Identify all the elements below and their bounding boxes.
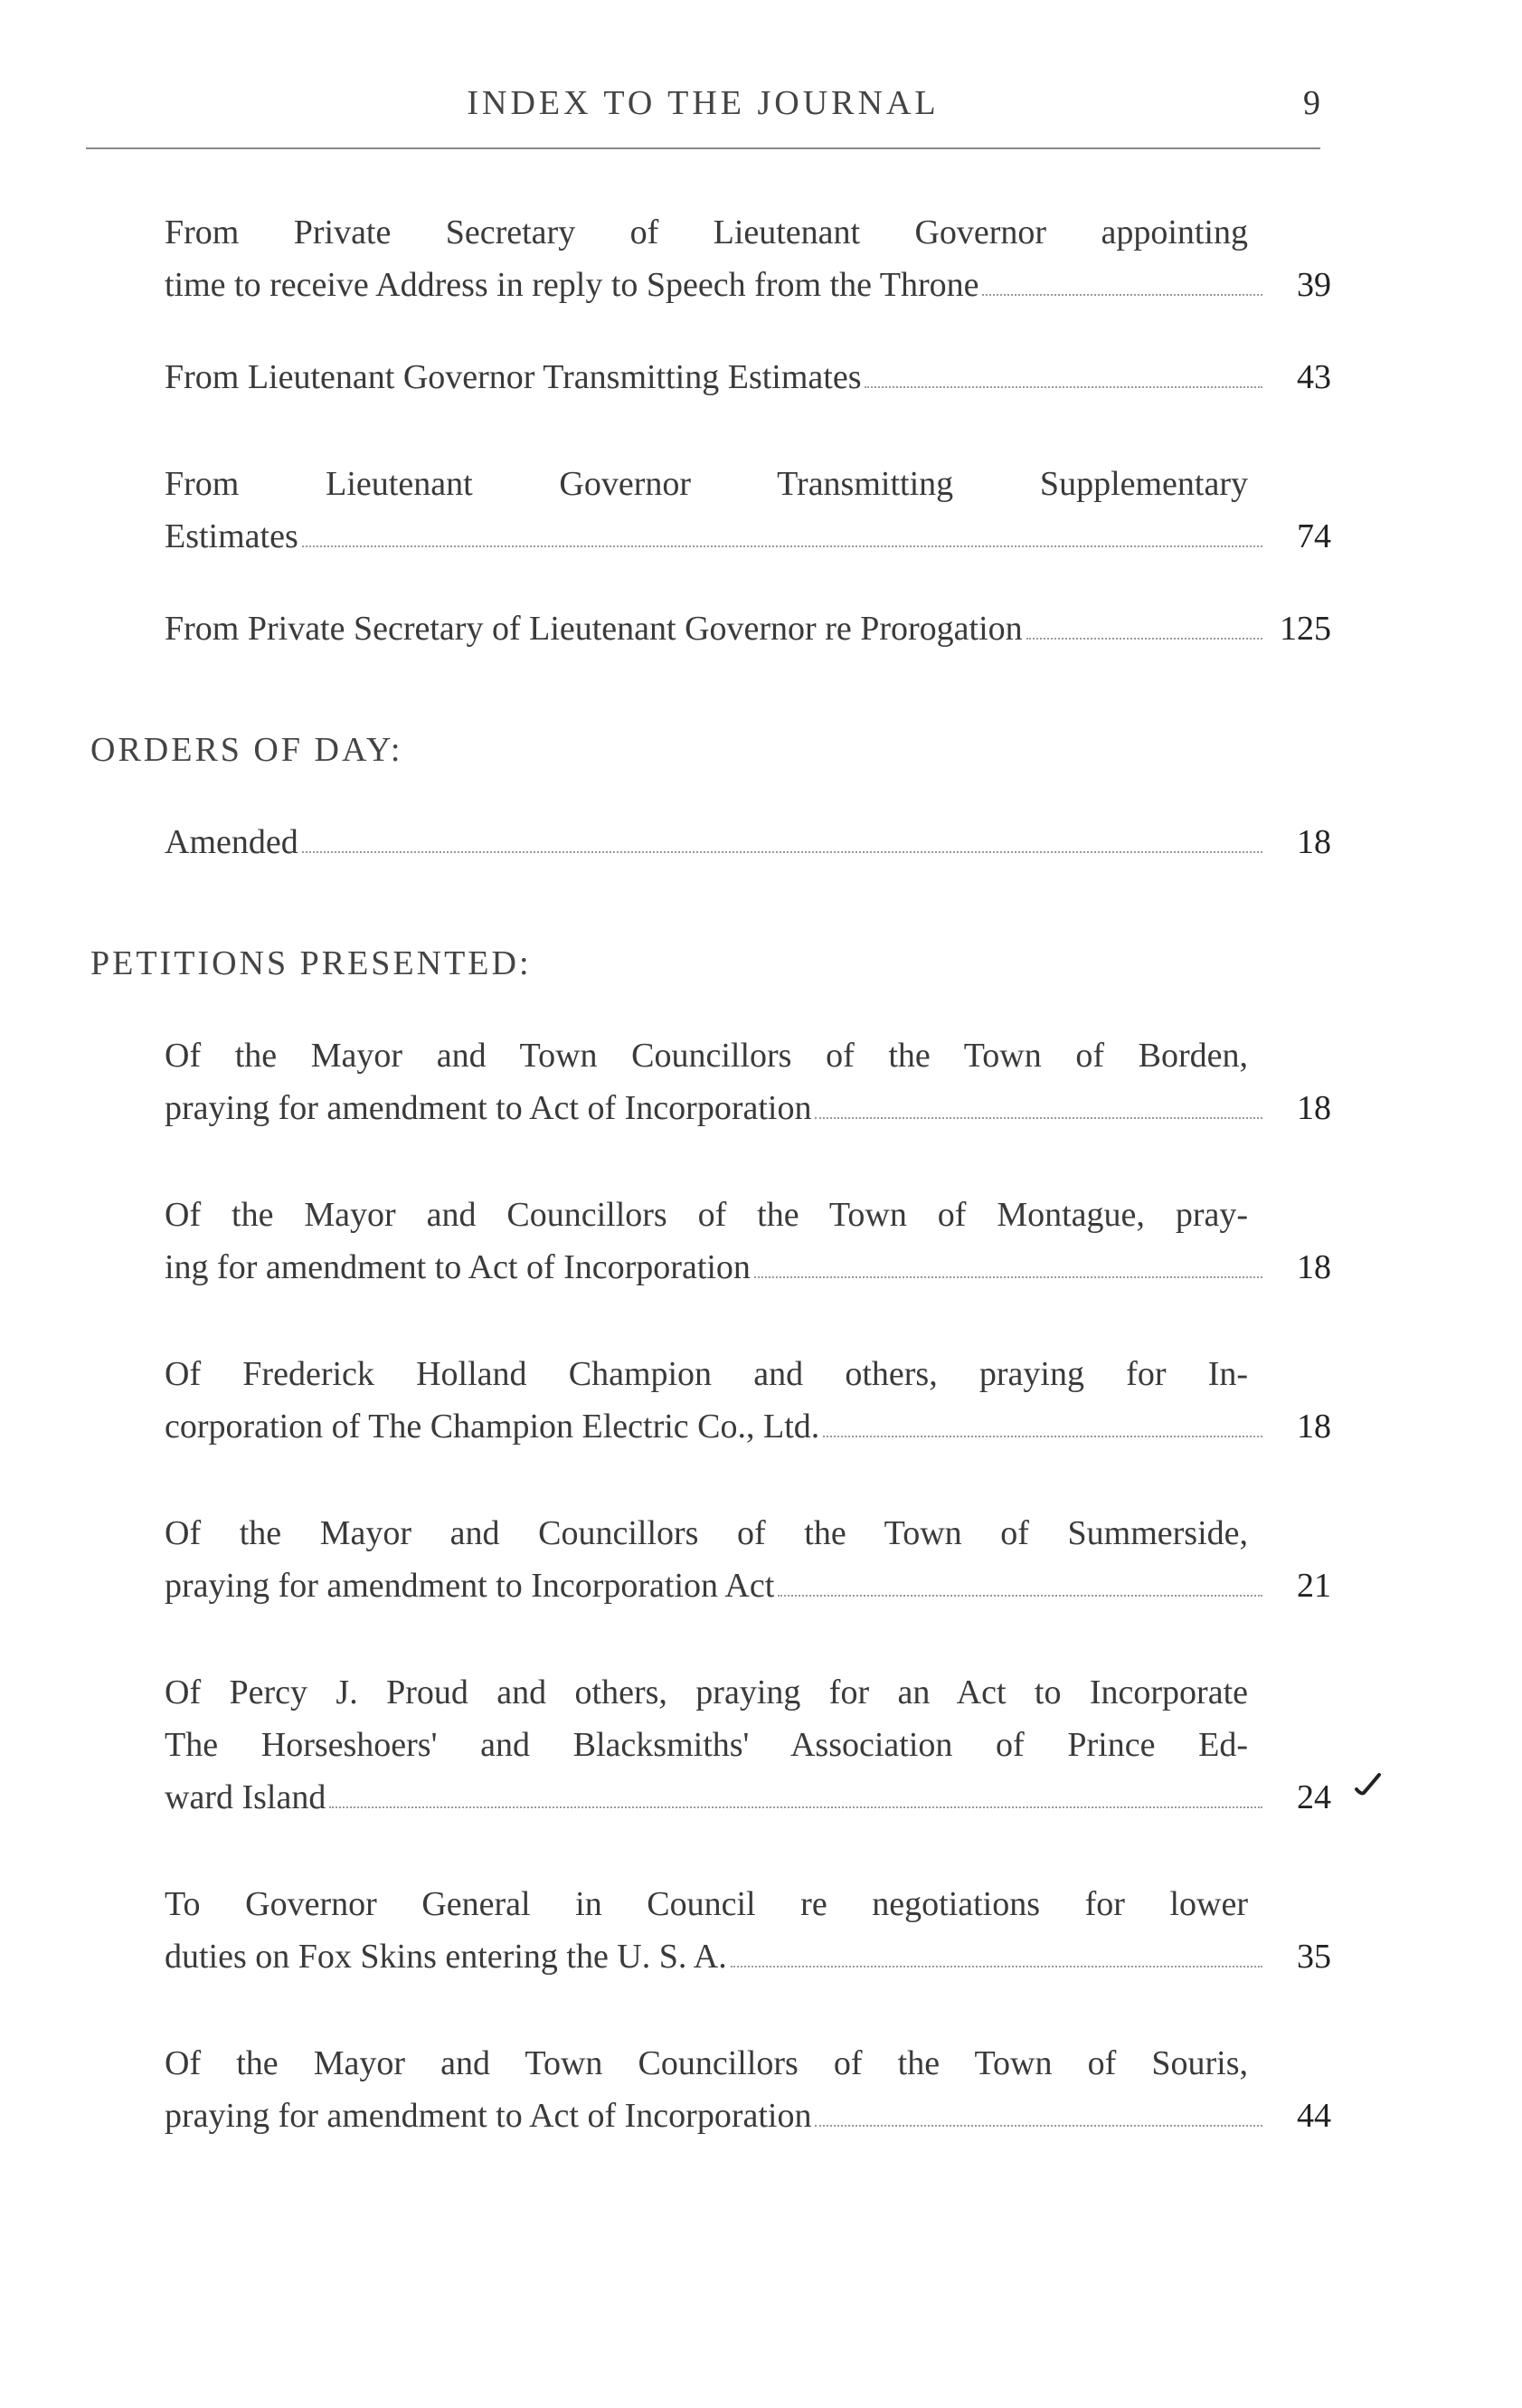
- spacer: [90, 868, 1331, 937]
- entry-text: duties on Fox Skins entering the U. S. A.: [165, 1938, 727, 1976]
- entry-page-ref: 21: [1297, 1567, 1331, 1605]
- entry-last-line: [165, 1400, 1331, 1453]
- spacer: [90, 1824, 1331, 1878]
- running-head: [86, 83, 1320, 128]
- entry-page-ref: 18: [1297, 1089, 1331, 1127]
- index-entry-petition-4: [165, 1507, 1331, 1612]
- spacer: [90, 311, 1331, 351]
- entry-page-ref: 74: [1297, 517, 1331, 555]
- page-number: 9: [1303, 84, 1320, 122]
- index-entry-petition-1: [165, 1029, 1331, 1134]
- dot-leader: [823, 1435, 1262, 1437]
- running-title: INDEX TO THE JOURNAL: [467, 84, 940, 122]
- entry-page-ref: 18: [1297, 1248, 1331, 1286]
- entry-text: corporation of The Champion Electric Co., Ltd.: [165, 1408, 820, 1446]
- index-entry-message-2: [165, 351, 1331, 403]
- index-entry-petition-3: [165, 1348, 1331, 1453]
- index-entry-petition-6: [165, 1878, 1331, 1983]
- spacer: [90, 1134, 1331, 1189]
- dot-leader: [865, 385, 1262, 388]
- spacer: [90, 655, 1331, 724]
- entry-page-ref: 44: [1297, 2097, 1331, 2135]
- entry-text: praying for amendment to Act of Incorporation: [165, 2097, 812, 2135]
- entry-text: ing for amendment to Act of Incorporation: [165, 1248, 751, 1286]
- entry-last-line: [165, 1771, 1331, 1824]
- entry-text: Amended: [165, 823, 298, 861]
- dot-leader: [329, 1806, 1262, 1808]
- section-heading-orders-of-day: ORDERS OF DAY:: [90, 731, 403, 769]
- entry-page-ref: 43: [1297, 358, 1331, 396]
- index-entry-message-3: [165, 458, 1331, 563]
- dot-leader: [778, 1594, 1262, 1597]
- dot-leader: [815, 1116, 1262, 1119]
- entry-text: time to receive Address in reply to Speech from the Throne: [165, 266, 979, 304]
- check-mark-icon: [1354, 1771, 1381, 1798]
- entry-text: From Lieutenant Governor Transmitting Estimates: [165, 358, 862, 396]
- entry-text-line: Of the Mayor and Town Councillors of the Town of Borden,: [165, 1037, 1248, 1075]
- entry-text-line: From Private Secretary of Lieutenant Governor appointing: [165, 213, 1248, 251]
- spacer: [90, 403, 1331, 458]
- index-entry-orders-1: [165, 816, 1331, 868]
- spacer: [90, 990, 1331, 1029]
- spacer: [90, 563, 1331, 602]
- entry-page-ref: 39: [1297, 266, 1331, 304]
- dot-leader: [302, 850, 1262, 853]
- spacer: [90, 1983, 1331, 2037]
- index-entry-message-1: [165, 206, 1331, 311]
- index-content: [90, 206, 1331, 2142]
- entry-text: praying for amendment to Act of Incorporation: [165, 1089, 812, 1127]
- entry-page-ref: 18: [1297, 823, 1331, 861]
- entry-page-ref: 18: [1297, 1408, 1331, 1446]
- entry-last-line: [165, 1241, 1331, 1294]
- section-heading-petitions-presented: PETITIONS PRESENTED:: [90, 944, 532, 982]
- entry-page-ref: 125: [1280, 610, 1331, 648]
- entry-last-line: [165, 602, 1331, 655]
- index-entry-petition-5: [165, 1666, 1331, 1824]
- entry-text-line: From Lieutenant Governor Transmitting Supplementary: [165, 465, 1248, 503]
- entry-text: ward Island: [165, 1778, 326, 1816]
- entry-text: Estimates: [165, 517, 298, 555]
- entry-text-line: Of the Mayor and Councillors of the Town of Montague, pray-: [165, 1196, 1248, 1234]
- entry-text-line: Of Percy J. Proud and others, praying for an Act to Incorporate: [165, 1673, 1248, 1711]
- entry-last-line: [165, 2090, 1331, 2142]
- entry-last-line: [165, 259, 1331, 311]
- dot-leader: [731, 1965, 1262, 1967]
- entry-text-line: Of the Mayor and Councillors of the Town of Summerside,: [165, 1514, 1248, 1552]
- entry-text-line: Of Frederick Holland Champion and others, praying for In-: [165, 1355, 1248, 1393]
- dot-leader: [815, 2124, 1262, 2127]
- spacer: [90, 776, 1331, 816]
- index-entry-petition-7: [165, 2037, 1331, 2142]
- entry-text-line: Of the Mayor and Town Councillors of the Town of Souris,: [165, 2044, 1248, 2082]
- entry-text-line: To Governor General in Council re negotiations for lower: [165, 1885, 1248, 1923]
- entry-text-line: The Horseshoers' and Blacksmiths' Association of Prince Ed-: [165, 1726, 1248, 1764]
- entry-text: From Private Secretary of Lieutenant Governor re Prorogation: [165, 610, 1023, 648]
- header-rule: [86, 147, 1320, 149]
- dot-leader: [754, 1275, 1262, 1278]
- entry-page-ref: 35: [1297, 1938, 1331, 1976]
- dot-leader: [1026, 637, 1262, 640]
- entry-last-line: [165, 816, 1331, 868]
- index-entry-message-4: [165, 602, 1331, 655]
- entry-last-line: [165, 351, 1331, 403]
- index-entry-petition-2: [165, 1189, 1331, 1294]
- dot-leader: [302, 545, 1262, 547]
- spacer: [90, 1612, 1331, 1666]
- spacer: [90, 1453, 1331, 1507]
- entry-last-line: [165, 1082, 1331, 1134]
- spacer: [90, 1294, 1331, 1348]
- dot-leader: [982, 293, 1262, 296]
- entry-last-line: [165, 1560, 1331, 1612]
- entry-last-line: [165, 510, 1331, 563]
- entry-last-line: [165, 1930, 1331, 1983]
- entry-page-ref: 24: [1297, 1778, 1331, 1816]
- entry-text: praying for amendment to Incorporation Act: [165, 1567, 775, 1605]
